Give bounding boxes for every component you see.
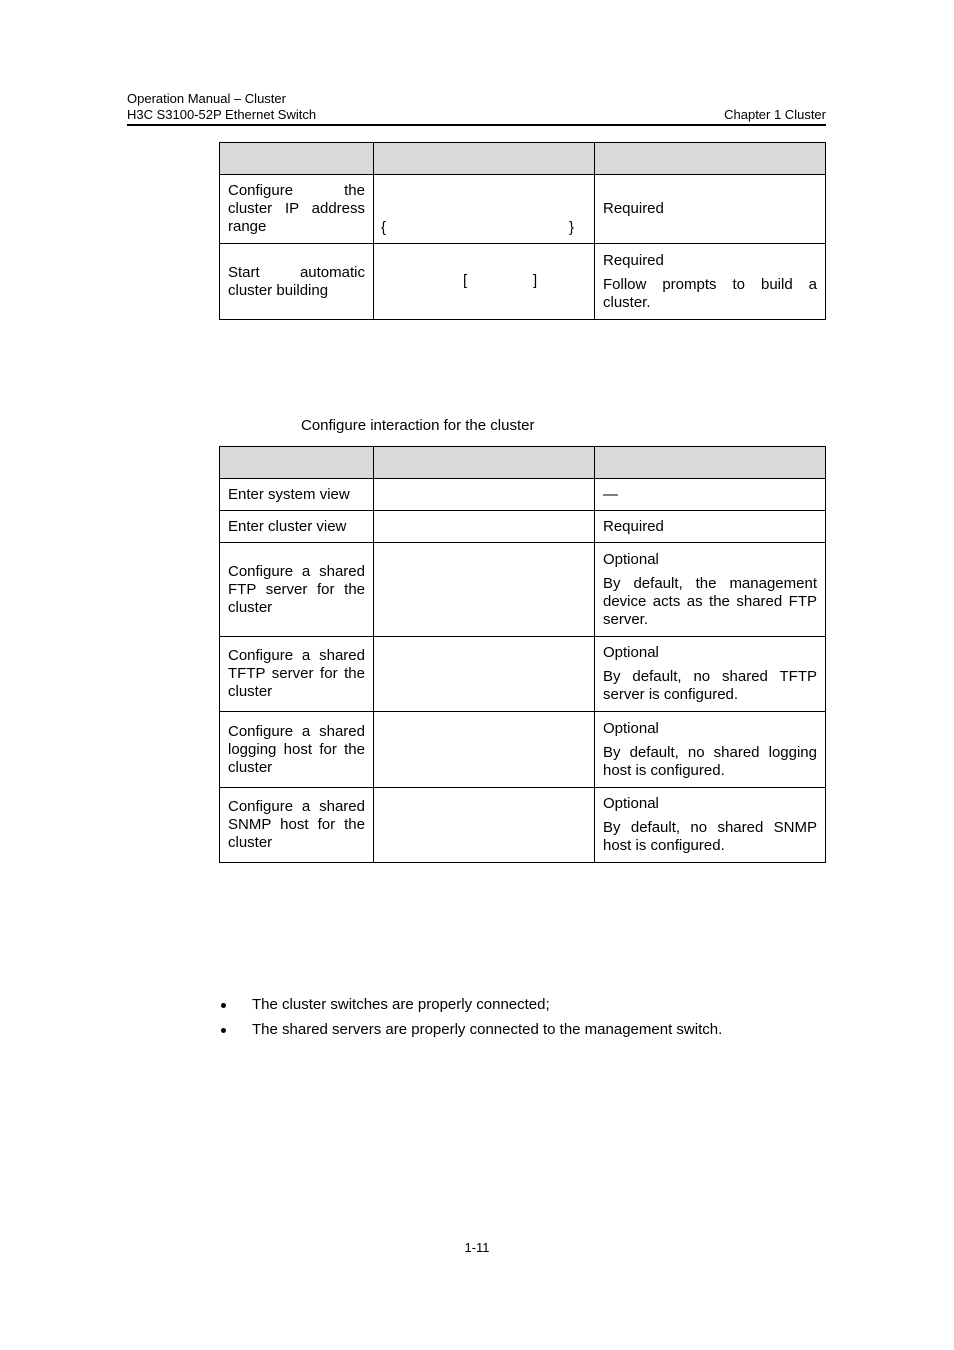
operation-cell: Configure a shared TFTP server for the cluster (220, 637, 374, 712)
header-rule (127, 124, 826, 126)
requirement-text: Required (603, 517, 664, 535)
table-row (220, 788, 826, 863)
description-cell (595, 244, 826, 320)
page-number: 1-11 (464, 1240, 490, 1255)
header-cell (595, 143, 826, 175)
description-text: By default, no shared logging host is configured. (603, 743, 817, 779)
list-item-text: The shared servers are properly connected to the management switch. (252, 1021, 723, 1038)
list-item (219, 996, 722, 1014)
cluster-config-table (219, 142, 826, 320)
requirement-text: Optional (603, 719, 659, 737)
description-text: By default, no shared TFTP server is configured. (603, 668, 817, 703)
description-cell (595, 788, 826, 863)
manual-title: Operation Manual – Cluster (127, 91, 286, 106)
description-cell (595, 175, 826, 244)
bullet-icon (221, 1003, 226, 1008)
header-cell (374, 447, 595, 479)
description-cell (595, 511, 826, 543)
prerequisite-list (219, 996, 722, 1046)
description-cell (595, 543, 826, 637)
close-bracket: ] (533, 272, 538, 289)
table-row (220, 175, 826, 244)
list-item (219, 1021, 722, 1039)
cluster-interaction-table (219, 446, 826, 863)
requirement-text: Optional (603, 644, 659, 661)
requirement-text: Optional (603, 795, 659, 812)
operation-cell: Start automatic cluster building (220, 244, 374, 320)
description-cell (595, 712, 826, 788)
bullet-icon (221, 1028, 226, 1033)
header-cell (220, 447, 374, 479)
table-row (220, 712, 826, 788)
open-bracket: [ (463, 272, 468, 289)
command-cell (374, 712, 595, 788)
table-row (220, 244, 826, 320)
table-row (220, 479, 826, 511)
chapter-title: Chapter 1 Cluster (724, 107, 826, 122)
command-cell (374, 637, 595, 712)
command-cell (374, 175, 595, 244)
running-header-left (127, 91, 316, 123)
requirement-text: Optional (603, 550, 659, 568)
list-item-text: The cluster switches are properly connected; (252, 996, 550, 1013)
header-cell (595, 447, 826, 479)
table-row (220, 511, 826, 543)
table-header-row (220, 143, 826, 175)
operation-cell: Enter cluster view (220, 511, 374, 543)
command-cell (374, 244, 595, 320)
table-caption: Configure interaction for the cluster (301, 417, 535, 434)
command-cell (374, 543, 595, 637)
requirement-text: Required (603, 251, 664, 269)
description-cell (595, 479, 826, 511)
command-cell (374, 788, 595, 863)
table-row (220, 543, 826, 637)
operation-cell: Configure a shared SNMP host for the cluster (220, 788, 374, 863)
open-brace: { (381, 219, 387, 236)
description-text: By default, no shared SNMP host is configured. (603, 819, 817, 854)
operation-cell: Configure the cluster IP address range (220, 175, 374, 244)
operation-cell: Enter system view (220, 479, 374, 511)
description-text: By default, the management device acts as the shared FTP server. (603, 574, 817, 628)
product-name: H3C S3100-52P Ethernet Switch (127, 107, 317, 122)
command-cell (374, 479, 595, 511)
operation-cell: Configure a shared logging host for the cluster (220, 712, 374, 788)
table-row (220, 637, 826, 712)
requirement-text: Required (603, 200, 664, 217)
operation-cell: Configure a shared FTP server for the cluster (220, 543, 374, 637)
requirement-text: — (603, 485, 618, 503)
command-cell (374, 511, 595, 543)
table-header-row (220, 447, 826, 479)
close-brace: } (569, 219, 575, 236)
description-text: Follow prompts to build a cluster. (603, 275, 817, 311)
header-cell (374, 143, 595, 175)
description-cell (595, 637, 826, 712)
header-cell (220, 143, 374, 175)
